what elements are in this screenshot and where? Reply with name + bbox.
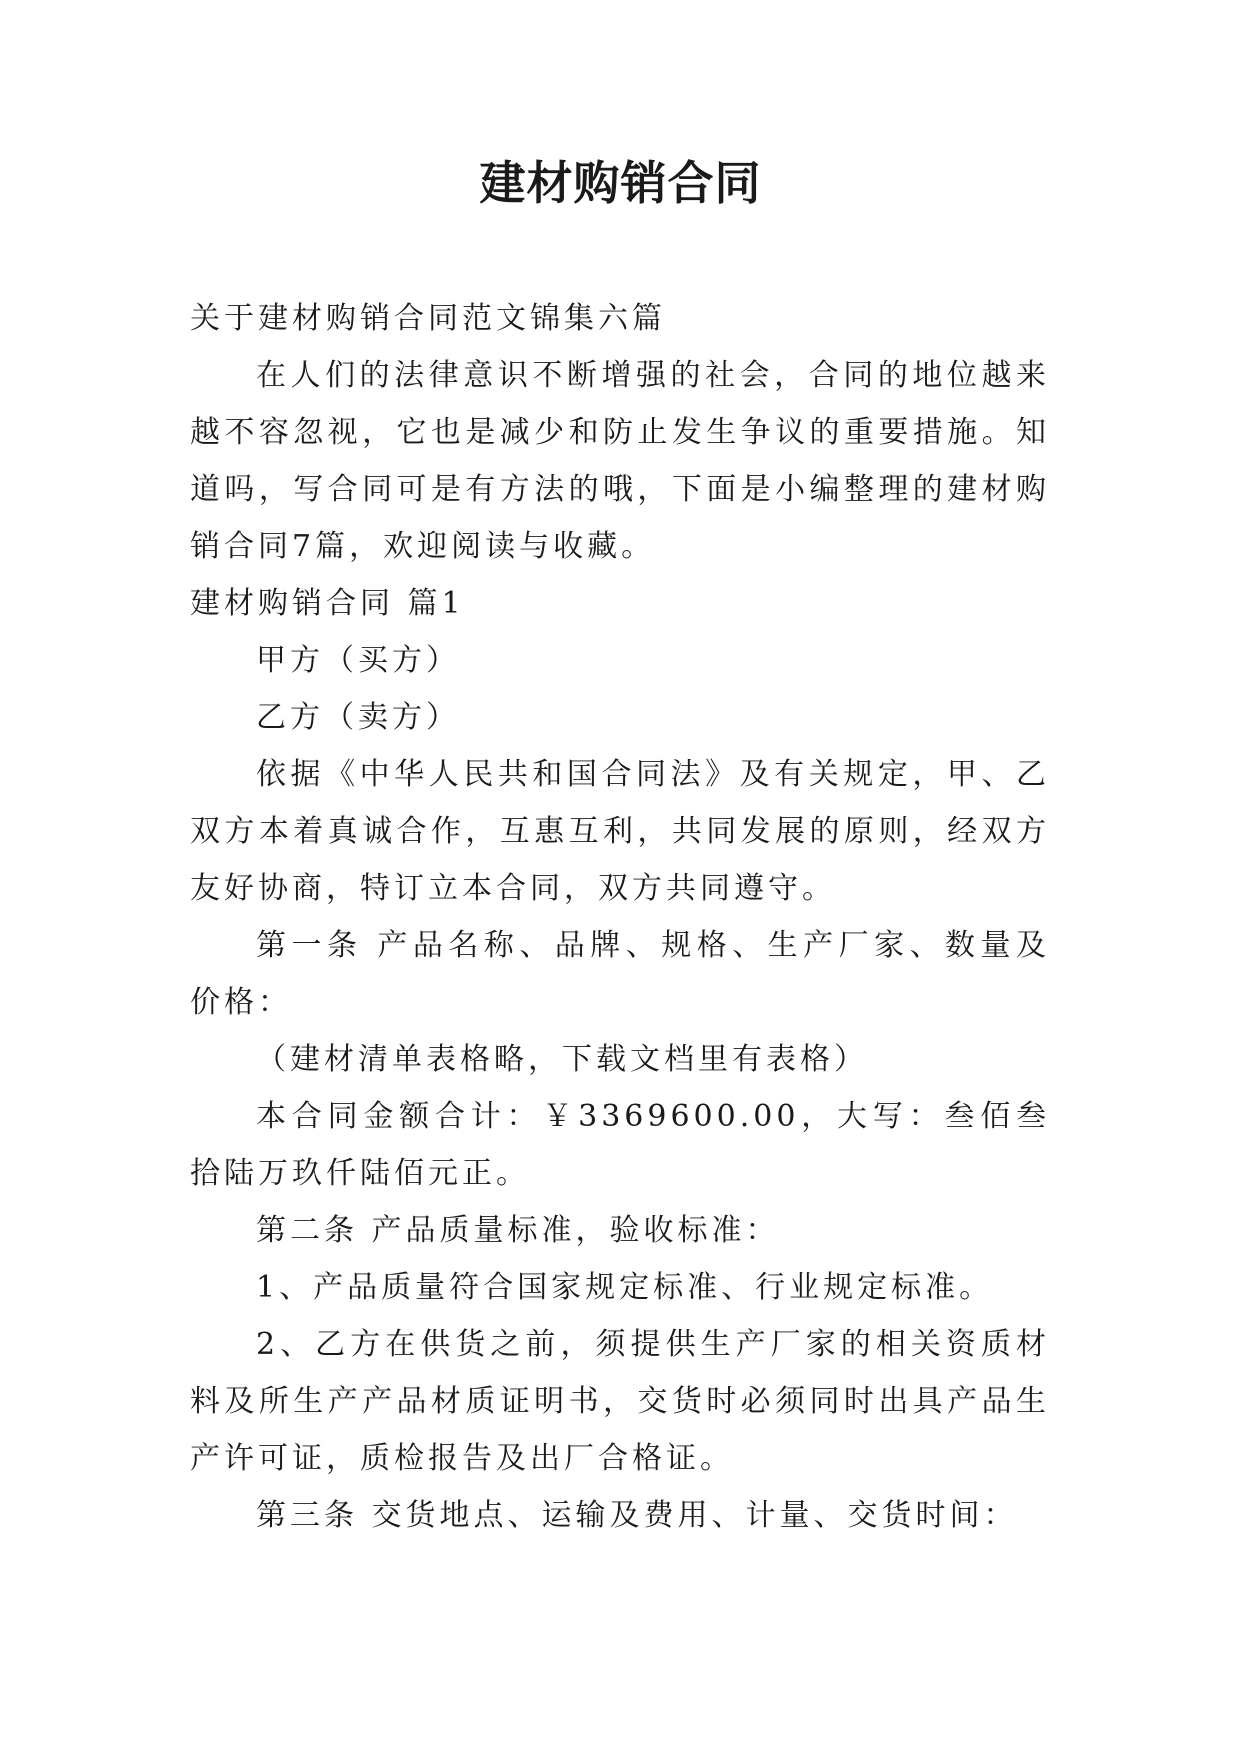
party-b-label: 乙方（卖方） — [256, 700, 460, 735]
article-two-heading: 第二条 产品质量标准，验收标准： — [256, 1213, 780, 1248]
contract-amount-paragraph: 本合同金额合计：￥3369600.00，大写：叁佰叁拾陆万玖仟陆佰元正。 — [190, 1099, 1050, 1191]
document-title: 建材购销合同 — [479, 156, 762, 210]
section-heading: 建材购销合同 篇1 — [190, 586, 465, 621]
article-three-heading: 第三条 交货地点、运输及费用、计量、交货时间： — [256, 1498, 1018, 1533]
contract-basis-paragraph: 依据《中华人民共和国合同法》及有关规定，甲、乙双方本着真诚合作，互惠互利，共同发展的原则，经双方友好协商，特订立本合同，双方共同遵守。 — [190, 757, 1050, 906]
table-note: （建材清单表格略，下载文档里有表格） — [256, 1042, 868, 1077]
intro-paragraph: 在人们的法律意识不断增强的社会，合同的地位越来越不容忽视，它也是减少和防止发生争议的重要措施。知道吗，写合同可是有方法的哦，下面是小编整理的建材购销合同7篇，欢迎阅读与收藏。 — [190, 358, 1050, 564]
article-one-heading: 第一条 产品名称、品牌、规格、生产厂家、数量及价格： — [190, 928, 1050, 1020]
quality-clause-1: 1、产品质量符合国家规定标准、行业规定标准。 — [256, 1270, 994, 1305]
party-a-label: 甲方（买方） — [256, 643, 460, 678]
document-body — [190, 290, 1050, 1544]
quality-clause-2: 2、乙方在供货之前，须提供生产厂家的相关资质材料及所生产产品材质证明书，交货时必须同时出具产品生产许可证，质检报告及出厂合格证。 — [190, 1327, 1050, 1476]
document-subtitle: 关于建材购销合同范文锦集六篇 — [190, 301, 666, 336]
